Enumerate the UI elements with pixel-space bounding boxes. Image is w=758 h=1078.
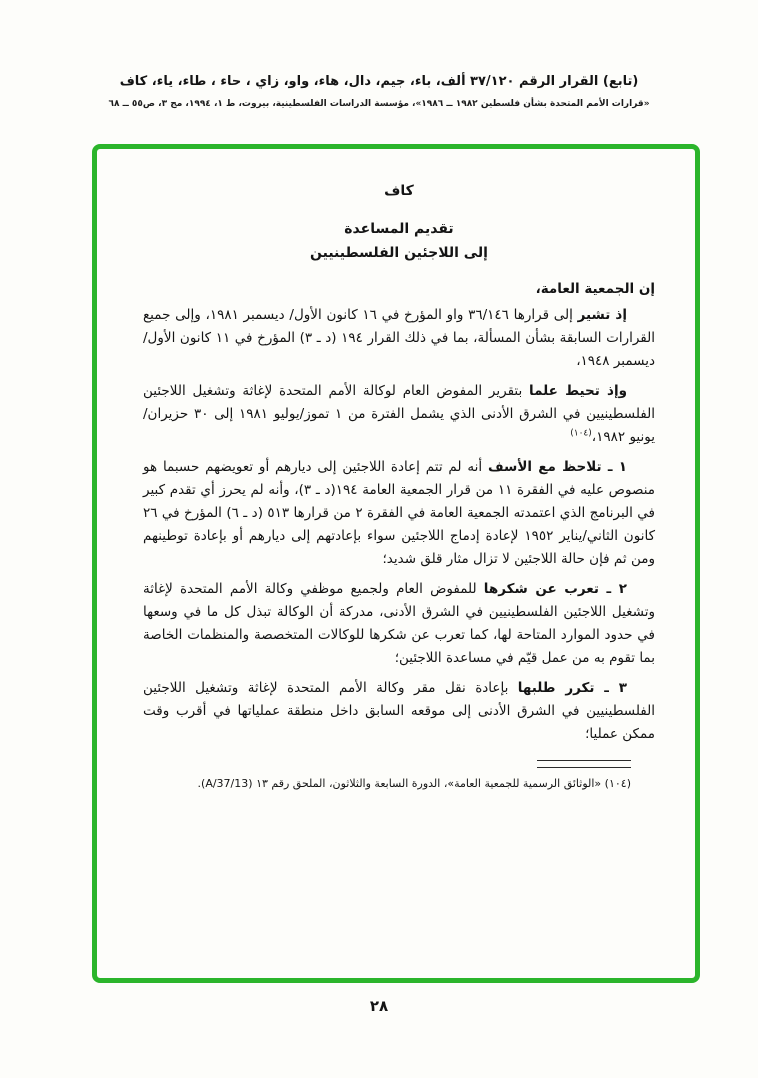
resolution-continued-title: (تابع) القرار الرقم ٣٧/١٢٠ ألف، باء، جيم، دال، هاء، واو، زاي ، حاء ، طاء، ياء، كاف [119,74,639,89]
paragraph-number: ٣ ـ [594,680,627,696]
paragraph-lead: وإذ تحيط علما [529,383,627,399]
preamble-noting-paragraph [143,380,655,449]
footnote-separator-line [537,760,631,761]
paragraph-text: بتقرير المفوض العام لوكالة الأمم المتحدة لإغاثة وتشغيل اللاجئين الفلسطينيين في الشرق الأدنى الذي يشمل الفترة من ١ تموز/يوليو ١٩٨١ إلى ٣٠ حزيران/يونيو ١٩٨٢، [143,383,655,445]
preamble-recalling-paragraph [143,304,655,373]
page-number: ٢٨ [369,997,389,1015]
paragraph-text: إلى قرارها ٣٦/١٤٦ واو المؤرخ في ١٦ كانون الأول/ ديسمبر ١٩٨١، وإلى جميع القرارات السابقة بشأن المسألة، بما في ذلك القرار ١٩٤ (د ـ ٣) المؤرخ في ١١ كانون الأول/ديسمبر ١٩٤٨، [143,307,655,369]
footnote-block [143,760,655,794]
source-citation: «قرارات الأمم المتحدة بشأن فلسطين ١٩٨٢ ــ ١٩٨٦»، مؤسسة الدراسات الفلسطينية، بيروت، ط ١، ١٩٩٤، مج ٣، ص٥٥ ــ ٦٨ [108,98,650,109]
paragraph-number: ١ ـ [601,459,627,475]
section-letter: كاف [384,183,414,199]
paragraph-text: بإعادة نقل مقر وكالة الأمم المتحدة لإغاثة وتشغيل اللاجئين الفلسطينيين في الشرق الأدنى إلى موقعه السابق داخل منطقة عملياتها في أقرب وقت ممكن عمليا؛ [143,680,655,742]
paragraph-lead: تكرر طلبها [517,680,595,696]
green-border-frame [92,144,700,983]
paragraph-lead: تعرب عن شكرها [483,581,599,597]
operative-paragraph-2 [143,578,655,670]
preamble-opening: إن الجمعية العامة، [535,281,655,297]
footnote-separator-line [537,767,631,768]
operative-paragraph-3 [143,677,655,746]
resolution-title-line1: تقديم المساعدة [344,221,454,237]
footnote-reference: (١٠٤) [570,428,592,439]
paragraph-number: ٢ ـ [598,581,627,597]
paragraph-lead: إذ تشير [577,307,627,323]
document-header [30,72,728,109]
paragraph-text: للمفوض العام ولجميع موظفي وكالة الأمم المتحدة لإغاثة وتشغيل اللاجئين الفلسطينيين في الشرق الأدنى، مدركة أن الوكالة تبذل كل ما في وسعها في حدود الموارد المتاحة لها، كما تعرب عن شكرها للوكالات المتخصصة والمنظمات الخاصة بما تقوم به من عمل قيّم في مساعدة اللاجئين؛ [143,581,655,666]
footnote-text: (١٠٤) «الوثائق الرسمية للجمعية العامة»، الدورة السابعة والثلاثون، الملحق رقم ١٣ (A/37/13). [197,777,631,790]
resolution-title-line2: إلى اللاجئين الفلسطينيين [310,245,488,261]
paragraph-text: أنه لم تتم إعادة اللاجئين إلى ديارهم أو تعويضهم حسبما هو منصوص عليه في الفقرة ١١ من قرار الجمعية العامة ١٩٤(د ـ ٣)، وأنه لم يحرز أي تقدم كبير في البرنامج الذي اعتمدته الجمعية العامة في الفقرة ٢ من قرارها ٥١٣ (د ـ ٦) المؤرخ في ٢٦ كانون الثاني/يناير ١٩٥٢ لإعادة إدماج اللاجئين سواء بإعادتهم إلى ديارهم أو بإعادة توطينهم ومن ثم فإن حالة اللاجئين لا تزال مثار قلق شديد؛ [143,459,656,567]
operative-paragraph-1 [143,456,655,571]
paragraph-lead: تلاحظ مع الأسف [487,459,602,475]
